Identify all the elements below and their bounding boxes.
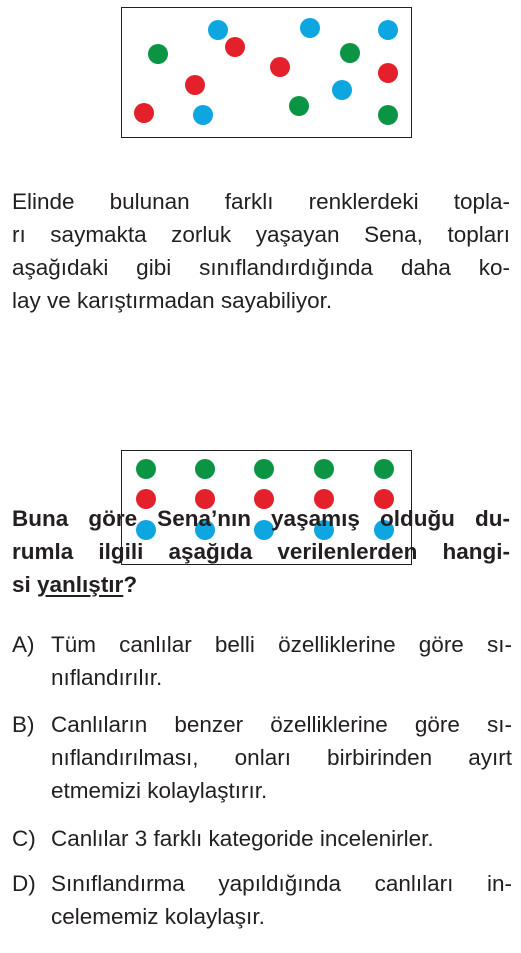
question-line: Buna göre Sena’nın yaşamış olduğu du-: [12, 506, 510, 531]
blue-ball: [208, 20, 228, 40]
green-ball: [289, 96, 309, 116]
question-stem: [12, 502, 510, 601]
green-ball: [148, 44, 168, 64]
option-letter: B): [12, 712, 35, 737]
red-ball: [225, 37, 245, 57]
red-ball: [270, 57, 290, 77]
option-d[interactable]: [12, 867, 512, 933]
green-ball: [374, 459, 394, 479]
intro-line: rı saymakta zorluk yaşayan Sena, topları: [12, 222, 510, 247]
intro-line: Elinde bulunan farklı renklerdeki topla-: [12, 189, 510, 214]
green-ball: [378, 105, 398, 125]
option-line: Tüm canlılar belli özelliklerine göre sı-: [51, 632, 512, 657]
option-line: Canlıların benzer özelliklerine göre sı-: [51, 712, 512, 737]
blue-ball: [332, 80, 352, 100]
green-ball: [195, 459, 215, 479]
option-line: Canlılar 3 farklı kategoride incelenirler.: [51, 826, 434, 851]
option-a[interactable]: [12, 628, 512, 694]
green-ball: [340, 43, 360, 63]
option-line: celememiz kolaylaşır.: [51, 904, 265, 929]
red-ball: [134, 103, 154, 123]
red-ball: [378, 63, 398, 83]
intro-line: aşağıdaki gibi sınıflandırdığında daha ko-: [12, 255, 510, 280]
green-ball: [314, 459, 334, 479]
blue-ball: [378, 20, 398, 40]
green-ball: [136, 459, 156, 479]
question-prefix: si: [12, 572, 38, 597]
question-line: [12, 568, 510, 601]
option-line: Sınıflandırma yapıldığında canlıları in-: [51, 871, 512, 896]
red-ball: [185, 75, 205, 95]
blue-ball: [193, 105, 213, 125]
intro-line: lay ve karıştırmadan sayabiliyor.: [12, 288, 333, 313]
option-line: nıflandırılır.: [51, 665, 163, 690]
intro-paragraph: [12, 185, 510, 317]
unsorted-balls-figure: [121, 7, 412, 138]
option-b[interactable]: [12, 708, 512, 807]
option-letter: C): [12, 826, 36, 851]
green-ball: [254, 459, 274, 479]
option-letter: A): [12, 632, 35, 657]
option-c[interactable]: [12, 822, 512, 855]
blue-ball: [300, 18, 320, 38]
question-emphasis: yanlıştır: [37, 572, 124, 597]
question-suffix: ?: [123, 572, 138, 597]
option-line: nıflandırılması, onları birbirinden ayırt: [51, 745, 512, 770]
option-line: etmemizi kolaylaştırır.: [51, 778, 268, 803]
option-letter: D): [12, 871, 36, 896]
question-line: rumla ilgili aşağıda verilenlerden hangi-: [12, 539, 510, 564]
